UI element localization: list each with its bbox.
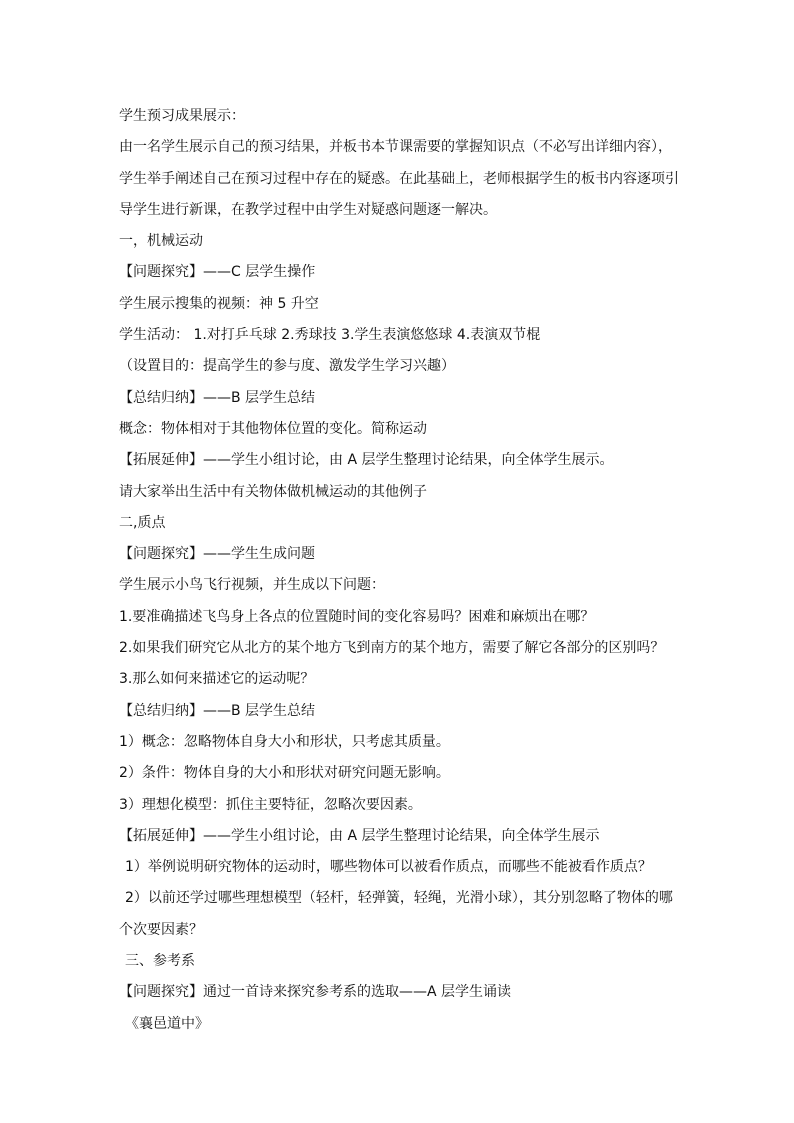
question-line: 2.如果我们研究它从北方的某个地方飞到南方的某个地方，需要了解它各部分的区别吗？: [119, 640, 665, 657]
section-heading-mechanical-motion: 一，机械运动: [119, 233, 203, 250]
summary-line: 【总结归纳】——B 层学生总结: [119, 389, 316, 406]
question-line: 1.要准确描述飞鸟身上各点的位置随时间的变化容易吗？困难和麻烦出在哪？: [119, 608, 595, 625]
concept-line: 概念：物体相对于其他物体位置的变化。简称运动: [119, 420, 427, 437]
paragraph-line: 学生展示小鸟飞行视频，并生成以下问题：: [119, 577, 385, 594]
list-item: 2）以前还学过哪些理想模型（轻杆，轻弹簧，轻绳，光滑小球），其分别忽略了物体的哪: [125, 890, 673, 907]
purpose-note-line: （设置目的：提高学生的参与度、激发学生学习兴趣）: [119, 358, 455, 375]
paragraph-line: 请大家举出生活中有关物体做机械运动的其他例子: [119, 483, 427, 500]
problem-inquiry-line: 【问题探究】——学生生成问题: [119, 546, 315, 563]
summary-line: 【总结归纳】——B 层学生总结: [119, 702, 316, 719]
list-item: 2）条件：物体自身的大小和形状对研究问题无影响。: [119, 765, 450, 782]
list-item: 3）理想化模型：抓住主要特征，忽略次要因素。: [119, 796, 422, 813]
paragraph-line: 由一名学生展示自己的预习结果，并板书本节课需要的掌握知识点（不必写出详细内容），: [119, 139, 672, 156]
poem-title: 《襄邑道中》: [125, 1015, 209, 1032]
section-heading-particle: 二,质点: [119, 514, 166, 531]
paragraph-line: 学生展示搜集的视频：神 5 升空: [119, 295, 319, 312]
list-item: 1）概念：忽略物体自身大小和形状，只考虑其质量。: [119, 733, 450, 750]
list-item-continuation: 个次要因素？: [119, 921, 203, 938]
list-item: 1）举例说明研究物体的运动时，哪些物体可以被看作质点，而哪些不能被看作质点？: [125, 859, 652, 876]
student-activity-line: 学生活动： 1.对打乒乓球 2.秀球技 3.学生表演悠悠球 4.表演双节棍: [119, 327, 541, 344]
problem-inquiry-line: 【问题探究】通过一首诗来探究参考系的选取——A 层学生诵读: [119, 984, 512, 1001]
question-line: 3.那么如何来描述它的运动呢？: [119, 671, 315, 688]
paragraph-line: 导学生进行新课，在教学过程中由学生对疑惑问题逐一解决。: [119, 201, 497, 218]
extension-line: 【拓展延伸】——学生小组讨论，由 A 层学生整理讨论结果，向全体学生展示: [119, 827, 600, 844]
section-intro-heading: 学生预习成果展示：: [119, 108, 245, 124]
problem-inquiry-line: 【问题探究】——C 层学生操作: [119, 264, 316, 281]
section-heading-reference-frame: 三、参考系: [125, 953, 195, 970]
paragraph-line: 学生举手阐述自己在预习过程中存在的疑惑。在此基础上，老师根据学生的板书内容逐项引: [119, 170, 679, 187]
document-body: [119, 101, 689, 1040]
extension-line: 【拓展延伸】——学生小组讨论，由 A 层学生整理讨论结果，向全体学生展示。: [119, 452, 614, 469]
